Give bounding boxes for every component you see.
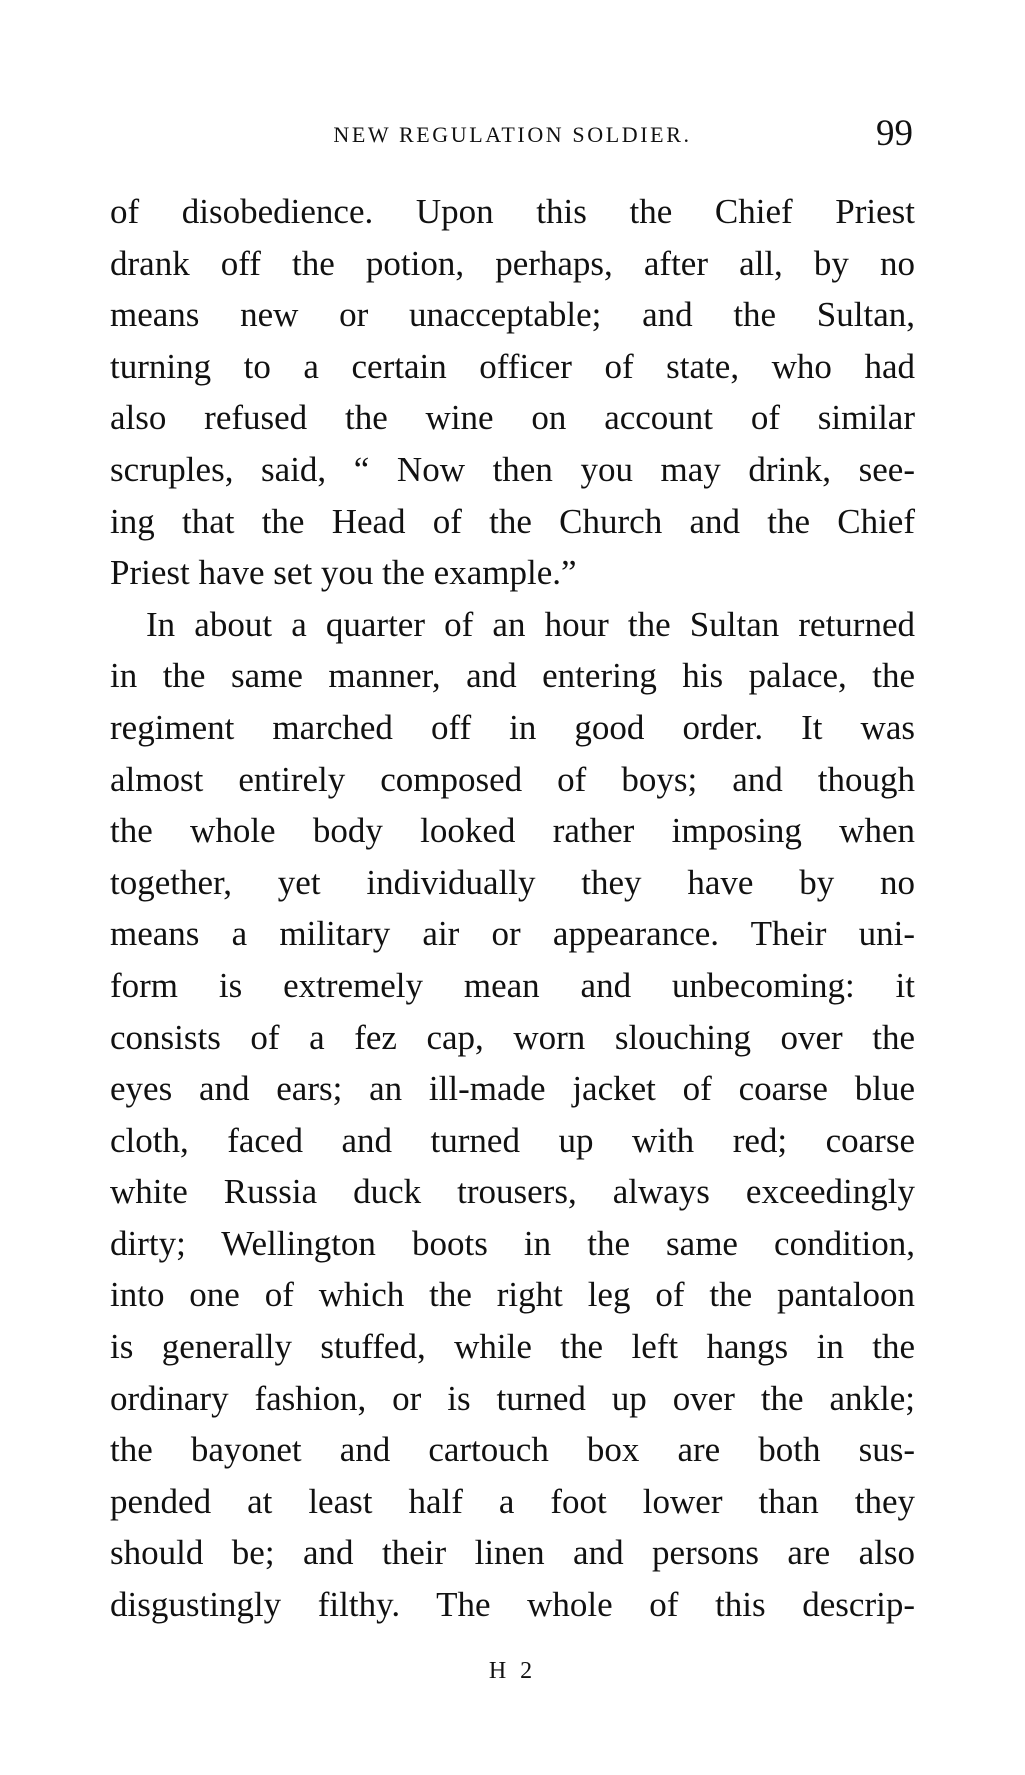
text-line: ing that the Head of the Church and the Chief (110, 501, 915, 541)
text-line: disgustingly filthy. The whole of this descrip- (110, 1585, 915, 1625)
running-head (110, 108, 915, 158)
text-line: eyes and ears; an ill-made jacket of coarse blue (110, 1069, 915, 1109)
text-line: the whole body looked rather imposing when (110, 811, 915, 851)
text-line: also refused the wine on account of similar (110, 398, 915, 438)
body-text (110, 186, 915, 1631)
text-line: almost entirely composed of boys; and though (110, 759, 915, 799)
signature-mark: H 2 (488, 1658, 537, 1684)
text-line: into one of which the right leg of the pantaloon (110, 1275, 915, 1315)
text-line: white Russia duck trousers, always exceedingly (110, 1172, 915, 1212)
text-line: In about a quarter of an hour the Sultan returned (146, 604, 915, 644)
page-number: 99 (876, 113, 913, 154)
paragraph-2 (110, 599, 915, 1631)
text-line: consists of a fez cap, worn slouching over the (110, 1017, 915, 1057)
text-line: means a military air or appearance. Their uni- (110, 914, 915, 954)
running-title: NEW REGULATION SOLDIER. (333, 122, 692, 147)
text-line: Priest have set you the example.” (110, 553, 577, 593)
text-line: pended at least half a foot lower than they (110, 1481, 915, 1521)
paragraph-1 (110, 186, 915, 599)
text-line: of disobedience. Upon this the Chief Priest (110, 192, 915, 231)
text-line: drank off the potion, perhaps, after all, by no (110, 243, 915, 283)
text-line: in the same manner, and entering his palace, the (110, 656, 915, 696)
text-line: ordinary fashion, or is turned up over the ankle; (110, 1378, 915, 1418)
text-line: the bayonet and cartouch box are both sus- (110, 1430, 915, 1470)
text-line: scruples, said, “ Now then you may drink, see- (110, 449, 915, 489)
text-line: cloth, faced and turned up with red; coarse (110, 1120, 915, 1160)
text-line: should be; and their linen and persons are also (110, 1533, 915, 1573)
text-line: regiment marched off in good order. It was (110, 707, 915, 747)
text-line: together, yet individually they have by no (110, 862, 915, 902)
text-line: dirty; Wellington boots in the same condition, (110, 1223, 915, 1263)
text-line: means new or unacceptable; and the Sultan, (110, 295, 915, 335)
text-line: turning to a certain officer of state, who had (110, 346, 915, 386)
text-line: form is extremely mean and unbecoming: it (110, 965, 915, 1005)
text-line: is generally stuffed, while the left hangs in the (110, 1327, 915, 1367)
